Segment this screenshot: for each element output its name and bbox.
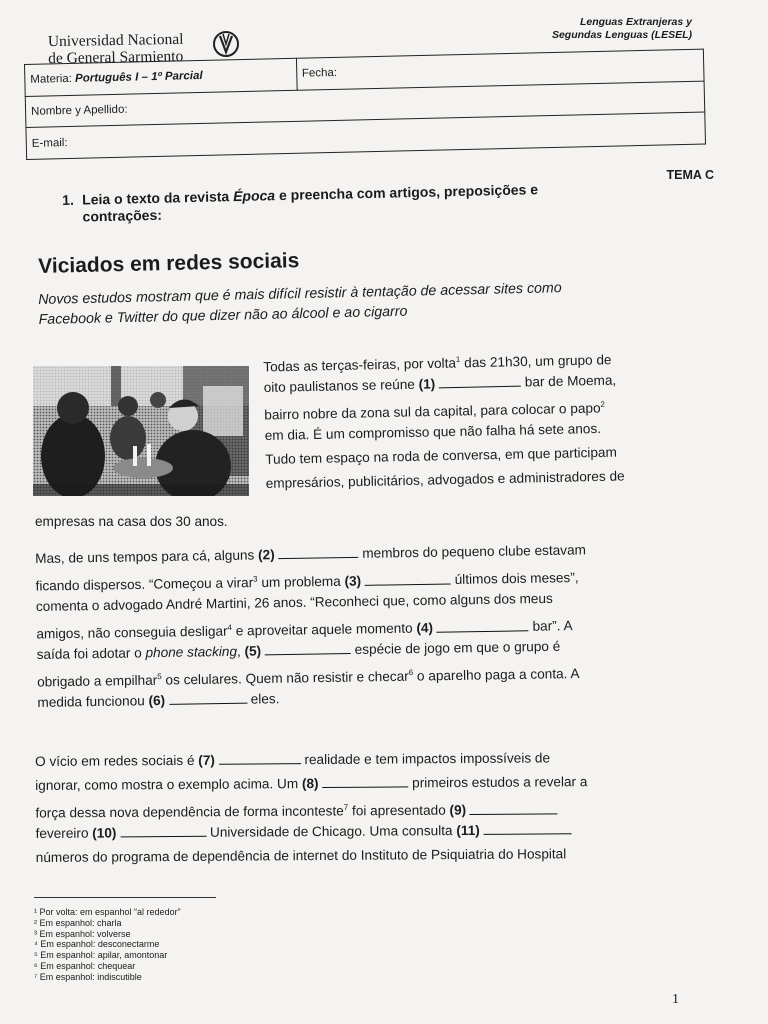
materia-value: Português I – 1º Parcial [74, 70, 203, 86]
university-logo-icon [212, 30, 240, 58]
text-line: em dia. É um compromisso que não falha há sete anos. [264, 420, 602, 443]
email-label: E-mail: [31, 136, 68, 150]
blank-3[interactable] [365, 573, 451, 585]
blank-4[interactable] [437, 620, 529, 632]
text-line: empresas na casa dos 30 anos. [35, 514, 228, 529]
footnote-3: ³ Em espanhol: volverse [34, 928, 131, 939]
paragraph-3 [35, 745, 701, 870]
text-line: O vício em redes sociais é (7) realidade e tem impactos impossíveis de [35, 750, 551, 769]
blank-number-8: (8) [301, 776, 319, 792]
text-line: força dessa nova dependência de forma inconteste$^7$ foi apresentado (9) [35, 793, 700, 822]
blank-number-4: (4) [416, 620, 434, 636]
paragraph-2 [35, 537, 703, 715]
blank-2[interactable] [278, 547, 358, 559]
blank-number-5: (5) [244, 643, 262, 659]
footnote-ref-6: 6 [408, 668, 414, 678]
paragraph-1 [263, 343, 706, 496]
blank-number-6: (6) [148, 692, 166, 709]
phone-stacking-term: phone stacking [145, 643, 238, 661]
instruction-text-2: e preencha com artigos, preposições e [274, 181, 539, 204]
text-line: empresários, publicitários, advogados e administradores de [265, 468, 625, 491]
department-name [552, 16, 692, 42]
footnotes [34, 907, 181, 983]
footnote-5: ⁵ Em espanhol: apilar, amontonar [34, 950, 168, 961]
blank-8[interactable] [322, 776, 408, 788]
text-line: amigos, não conseguia desligar$^4$ e aproveitar aquele momento (4) bar”. A [36, 618, 573, 642]
footnote-7: ⁷ Em espanhol: indiscutible [34, 971, 142, 982]
text-line: obrigado a empilhar$^5$ os celulares. Quem não resistir e checar$^6$ o aparelho paga a conta. A [37, 665, 580, 690]
blank-7[interactable] [219, 753, 301, 765]
fecha-label: Fecha: [301, 67, 338, 81]
text-line: ficando dispersos. “Começou a virar$^3$ um problema (3) últimos dois meses”, [35, 569, 579, 594]
text-line: bairro nobre da zona sul da capital, para colocar o papo$^2$ [264, 399, 606, 423]
footnote-ref-5: 5 [157, 672, 162, 682]
materia-label: Materia: [30, 73, 73, 87]
blank-number-9: (9) [449, 802, 467, 818]
article-subtitle [38, 275, 709, 330]
article-title: Viciados em redes sociais [38, 249, 300, 278]
blank-9[interactable] [470, 803, 558, 815]
university-name-line2: de General Sarmiento [48, 47, 184, 68]
blank-6[interactable] [169, 693, 247, 705]
blank-11[interactable] [483, 823, 571, 835]
university-name-line1: Universidad Nacional [47, 30, 184, 51]
blank-5[interactable] [265, 643, 351, 655]
footnote-1: ¹ Por volta: em espanhol “al rededor” [34, 907, 181, 917]
exercise-number: 1. [62, 191, 75, 208]
text-line: saída foi adotar o phone stacking, (5) espécie de jogo em que o grupo é [36, 638, 561, 662]
instruction-text: Leia o texto da revista [81, 188, 234, 208]
footnote-6: ⁶ Em espanhol: chequear [34, 960, 136, 971]
text-line: Tudo tem espaço na roda de conversa, em que participam [265, 444, 617, 467]
text-line: Todas as terças-feiras, por volta$^1$ das 21h30, um grupo de [263, 352, 612, 375]
text-line: comenta o advogado André Martini, 26 anos. “Reconheci que, como alguns dos meus [35, 590, 553, 614]
text-line: Mas, de uns tempos para cá, alguns (2) membros do pequeno clube estavam [35, 542, 587, 566]
footnote-ref-4: 4 [227, 622, 233, 632]
department-line1: Lenguas Extranjeras y [579, 16, 692, 28]
department-line2: Segundas Lenguas (LESEL) [551, 29, 692, 41]
blank-10[interactable] [120, 826, 206, 838]
footnote-ref-1: 1 [455, 354, 461, 364]
blank-1[interactable] [439, 376, 521, 389]
exercise-instruction [62, 178, 663, 226]
text-line: números do programa de dependência de internet do Instituto de Psiquiatria do Hospital [35, 846, 567, 865]
magazine-name: Época [232, 187, 276, 205]
footnote-ref-2: 2 [600, 399, 606, 409]
blank-number-1: (1) [418, 376, 436, 392]
text-line: oito paulistanos se reúne (1) bar de Moema, [263, 372, 617, 395]
subtitle-line2: Facebook e Twitter do que dizer não ao álcool e ao cigarro [38, 303, 408, 328]
text-line: ignorar, como mostra o exemplo acima. Um (8) primeiros estudos a revelar a [35, 774, 588, 793]
article-photo [33, 366, 249, 496]
text-line: fevereiro (10) Universidade de Chicago. Uma consulta (11) [36, 817, 701, 846]
footnote-divider [34, 897, 216, 898]
footnote-ref-7: 7 [343, 802, 349, 812]
blank-number-11: (11) [456, 822, 480, 839]
nombre-label: Nombre y Apellido: [30, 103, 128, 118]
footnote-4: ⁴ Em espanhol: desconectarme [34, 939, 160, 950]
blank-number-10: (10) [92, 825, 117, 841]
instruction-line2: contrações: [82, 206, 163, 225]
student-info-form [24, 49, 706, 160]
exam-version: TEMA C [666, 168, 714, 182]
subtitle-line1: Novos estudos mostram que é mais difícil resistir à tentação de acessar sites como [38, 280, 562, 308]
footnote-ref-3: 3 [253, 574, 258, 584]
blank-number-2: (2) [257, 547, 275, 563]
page-number: 1 [672, 992, 679, 1007]
footnote-2: ² Em espanhol: charla [34, 917, 122, 928]
text-line: medida funcionou (6) eles. [37, 691, 280, 710]
blank-number-3: (3) [344, 573, 362, 589]
blank-number-7: (7) [198, 752, 215, 768]
